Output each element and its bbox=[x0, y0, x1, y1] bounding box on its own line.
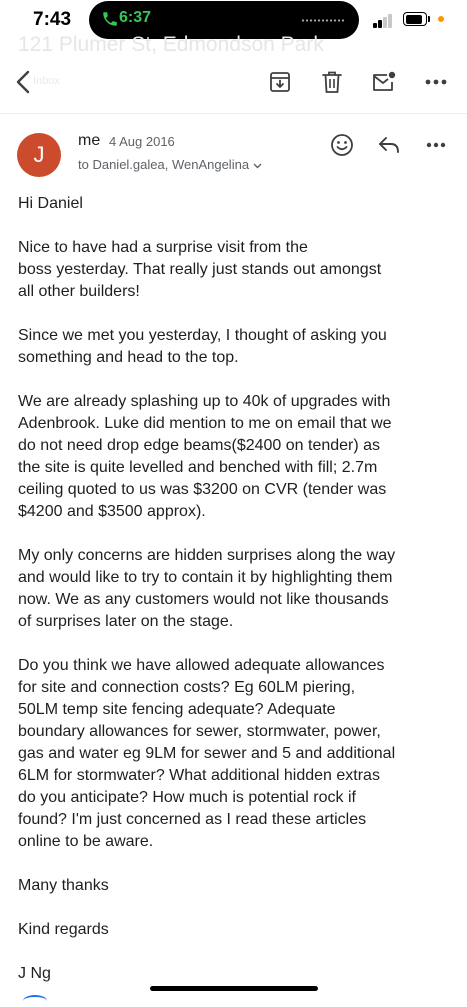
mark-unread-icon bbox=[371, 71, 397, 93]
mark-unread-button[interactable] bbox=[364, 60, 404, 104]
avatar-letter: J bbox=[33, 142, 45, 167]
more-horiz-icon bbox=[425, 79, 447, 85]
body-closing: Many thanks bbox=[18, 877, 109, 894]
recipients-toggle[interactable] bbox=[78, 157, 262, 172]
cellular-signal-icon bbox=[373, 14, 395, 28]
back-arrow-icon bbox=[12, 68, 36, 96]
trash-icon bbox=[321, 70, 343, 94]
body-paragraph: Do you think we have allowed adequate allowances for site and connection costs? Eg 60LM piering, 50LM temp site fencing adequate? Adequate boundary allowances for sewer, stormwater, power, gas and water eg 9LM for sewer and 5 and additional 6LM for stormwater? What additional hidden extras do you anticipate? How much is potential rock if found? I'm just concerned as I read these articles online to be aware. bbox=[18, 657, 396, 850]
email-subject-faded: 121 Plumer St, Edmondson Park bbox=[18, 33, 324, 56]
body-paragraph: Since we met you yesterday, I thought of asking you something and head to the top. bbox=[18, 327, 387, 366]
recipients-text: to Daniel.galea, WenAngelina bbox=[78, 157, 250, 172]
more-horiz-icon bbox=[426, 142, 446, 148]
reply-button[interactable] bbox=[374, 130, 404, 160]
compose-button-partial[interactable] bbox=[23, 995, 47, 1007]
emoji-icon bbox=[330, 133, 354, 157]
add-reaction-button[interactable] bbox=[327, 130, 357, 160]
sender-avatar[interactable] bbox=[17, 133, 61, 177]
email-toolbar bbox=[0, 60, 467, 104]
body-paragraph: Nice to have had a surprise visit from the boss yesterday. That really just stands out amongst all other builders! bbox=[18, 239, 382, 300]
archive-button[interactable] bbox=[260, 60, 300, 104]
body-greeting: Hi Daniel bbox=[18, 195, 83, 212]
phone-icon bbox=[101, 10, 119, 28]
back-button[interactable] bbox=[4, 60, 44, 104]
sender-name: me bbox=[78, 132, 101, 149]
sent-date: 4 Aug 2016 bbox=[109, 134, 175, 149]
toolbar-divider bbox=[0, 113, 467, 114]
mic-in-use-indicator bbox=[438, 16, 444, 22]
reply-icon bbox=[377, 135, 401, 155]
body-signoff: Kind regards bbox=[18, 921, 109, 938]
call-duration: 6:37 bbox=[119, 9, 152, 26]
body-paragraph: We are already splashing up to 40k of upgrades with Adenbrook. Luke did mention to me on email that we do not need drop edge beams($2400 on tender) as the site is quite levelled and benched with fill; 2.7m ceiling quoted to us was $3200 on CVR (tender was $4200 and $3500 approx). bbox=[18, 393, 392, 520]
message-more-button[interactable] bbox=[421, 130, 451, 160]
home-indicator[interactable] bbox=[150, 986, 318, 991]
body-signature: J Ng bbox=[18, 965, 51, 982]
email-body bbox=[18, 193, 458, 1007]
archive-icon bbox=[269, 71, 291, 93]
audio-waveform-icon bbox=[301, 19, 345, 22]
delete-button[interactable] bbox=[312, 60, 352, 104]
status-time: 7:43 bbox=[33, 9, 72, 30]
more-options-button[interactable] bbox=[416, 60, 456, 104]
inbox-label-faded: Inbox bbox=[33, 75, 60, 87]
battery-icon bbox=[403, 12, 431, 28]
body-paragraph: My only concerns are hidden surprises along the way and would like to try to contain it by highlighting them now. We as any customers would not like thousands of surprises later on the stage. bbox=[18, 547, 396, 630]
chevron-down-icon bbox=[253, 163, 262, 169]
